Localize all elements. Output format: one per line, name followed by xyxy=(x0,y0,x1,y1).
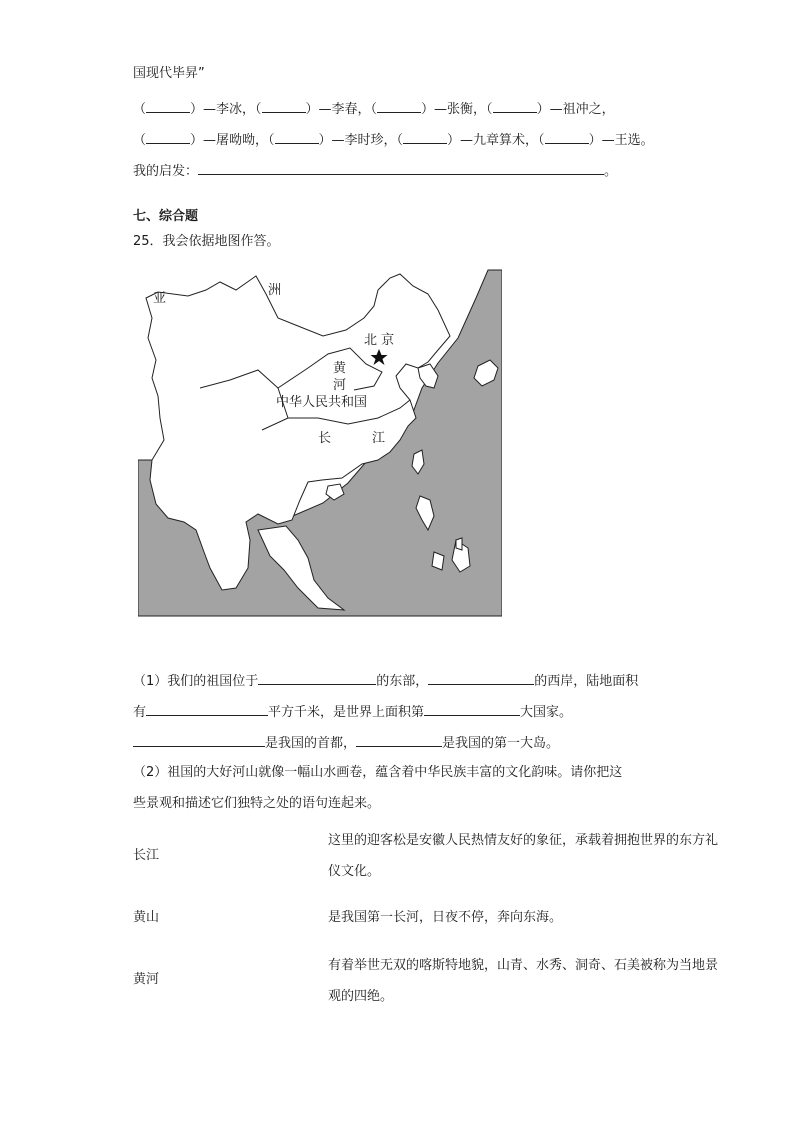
answer-blank[interactable] xyxy=(545,129,589,144)
q1-text: 的东部， xyxy=(376,674,429,689)
answer-blank[interactable] xyxy=(133,732,265,747)
q1-line-1 xyxy=(133,670,638,692)
label-country: 中华人民共和国 xyxy=(276,395,368,410)
label-chang: 长 xyxy=(318,431,332,446)
inspiration-end: 。 xyxy=(604,164,618,179)
question-25-stem: 25．我会依据地图作答。 xyxy=(133,234,280,249)
q1-text: 大国家。 xyxy=(520,705,573,720)
q1-line-2 xyxy=(133,701,572,723)
answer-blank[interactable] xyxy=(493,98,537,113)
fill-row-1-text: ）—李春，（ xyxy=(305,102,378,117)
q1-text: 有 xyxy=(133,705,147,720)
q1-text: （1）我们的祖国位于 xyxy=(133,674,259,689)
inspiration-label: 我的启发： xyxy=(133,164,199,179)
fill-row-1-text: ）—张衡，（ xyxy=(421,102,493,117)
label-jiang: 江 xyxy=(372,431,386,446)
inspiration-line xyxy=(133,160,617,182)
fill-row-2 xyxy=(133,129,654,151)
fill-row-1-text: ）—祖冲之， xyxy=(536,102,615,117)
answer-blank[interactable] xyxy=(377,98,421,113)
q1-text: 的西岸，陆地面积 xyxy=(534,674,639,689)
fill-row-2-text: ）—王选。 xyxy=(588,133,654,148)
answer-blank[interactable] xyxy=(275,129,319,144)
inspiration-blank[interactable] xyxy=(198,160,604,175)
label-he: 河 xyxy=(333,378,347,393)
answer-blank[interactable] xyxy=(146,129,190,144)
q1-text: 是我国的首都， xyxy=(265,736,357,751)
q1-text: 平方千米，是世界上面积第 xyxy=(268,705,425,720)
answer-blank[interactable] xyxy=(424,701,520,716)
fill-row-1-text: （ xyxy=(133,102,147,117)
china-map xyxy=(138,268,502,618)
fill-row-2-text: ）—九章算术，（ xyxy=(447,133,545,148)
fill-row-2-text: （ xyxy=(133,133,147,148)
fill-row-1 xyxy=(133,98,615,120)
q1-text: 是我国的第一大岛。 xyxy=(442,736,560,751)
answer-blank[interactable] xyxy=(356,732,442,747)
fill-row-1-text: ）—李冰，（ xyxy=(190,102,262,117)
fill-row-2-text: ）—屠呦呦，（ xyxy=(190,133,275,148)
section-title: 七、综合题 xyxy=(133,209,199,224)
label-huang: 黄 xyxy=(333,361,347,376)
match-right-item[interactable]: 是我国第一长河，日夜不停，奔向东海。 xyxy=(328,910,563,925)
answer-blank[interactable] xyxy=(428,670,534,685)
land-island-small xyxy=(456,538,462,550)
match-left-item[interactable]: 长江 xyxy=(133,848,160,863)
q2-line-1: （2）祖国的大好河山就像一幅山水画卷，蕴含着中华民族丰富的文化韵味。请你把这 xyxy=(133,765,623,780)
match-right-item[interactable]: 有着举世无双的喀斯特地貌，山青、水秀、洞奇、石美被称为当地景观的四绝。 xyxy=(328,958,719,1004)
label-asia-ya: 亚 xyxy=(153,291,167,306)
q1-line-3 xyxy=(133,732,559,754)
fill-row-2-text: ）—李时珍，（ xyxy=(318,133,404,148)
answer-blank[interactable] xyxy=(403,129,447,144)
intro-tail: 国现代毕昇” xyxy=(133,66,205,81)
answer-blank[interactable] xyxy=(146,98,190,113)
answer-blank[interactable] xyxy=(146,701,268,716)
match-left-item[interactable]: 黄山 xyxy=(133,910,160,925)
label-asia-zhou: 洲 xyxy=(268,283,282,298)
answer-blank[interactable] xyxy=(258,670,376,685)
match-right-item[interactable]: 这里的迎客松是安徽人民热情友好的象征，承载着拥抱世界的东方礼仪文化。 xyxy=(328,833,719,879)
answer-blank[interactable] xyxy=(262,98,306,113)
label-beijing: 北 京 xyxy=(364,333,395,348)
match-left-item[interactable]: 黄河 xyxy=(133,972,160,987)
q2-line-2: 些景观和描述它们独特之处的语句连起来。 xyxy=(133,796,381,811)
